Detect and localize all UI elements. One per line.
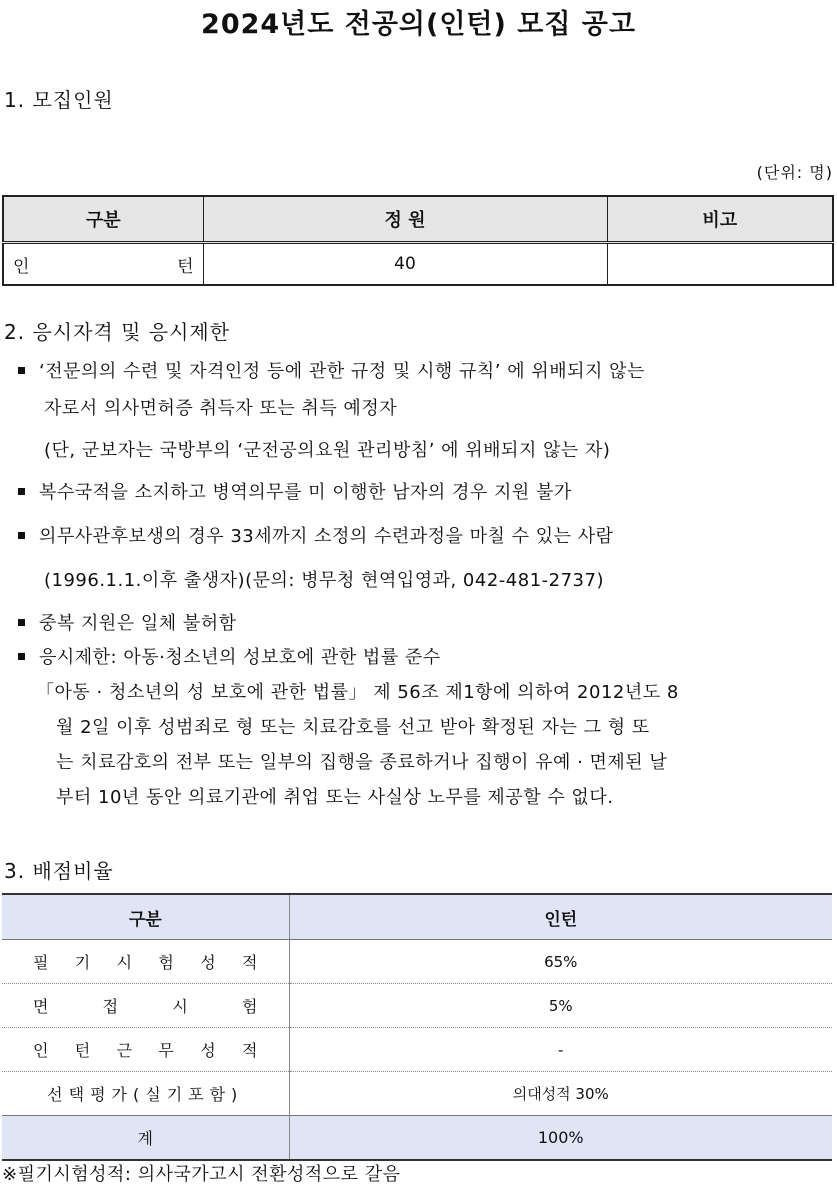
note-cell: [607, 243, 833, 286]
score-label: 선택평가(실기포함): [2, 1072, 289, 1116]
list-item: 복수국적을 소지하고 병역의무를 미 이행한 남자의 경우 지원 불가: [18, 478, 572, 504]
total-row: [2, 1116, 832, 1161]
page-title: 2024년도 전공의(인턴) 모집 공고: [201, 9, 636, 40]
unit-label: (단위: 명): [756, 163, 833, 182]
score-label: 필 기 시 험 성 적: [2, 940, 289, 984]
table-header-row: [2, 894, 832, 940]
list-item-continuation: 자로서 의사면허증 취득자 또는 취득 예정자: [44, 398, 398, 419]
bullet-icon: [18, 367, 25, 374]
list-item-continuation: (1996.1.1.이후 출생자)(문의: 병무청 현역입영과, 042-481-2737): [44, 570, 604, 591]
table-row: [3, 243, 833, 286]
law-text-line: 「아동 · 청소년의 성 보호에 관한 법률」 제 56조 제1항에 의하여 2012년도 8: [36, 682, 679, 703]
list-item: 의무사관후보생의 경우 33세까지 소정의 수련과정을 마칠 수 있는 사람: [18, 522, 614, 548]
score-label: 인 턴 근 무 성 적: [2, 1028, 289, 1072]
recruitment-table: [2, 195, 834, 286]
category-cell: [3, 243, 203, 286]
category-char: 인: [13, 256, 30, 277]
section-heading-scoring: 3. 배점비율: [4, 859, 114, 883]
header-intern: 인턴: [289, 894, 832, 940]
score-value: 5%: [289, 984, 832, 1028]
law-text-line: 는 치료감호의 전부 또는 일부의 집행을 종료하거나 집행이 유예 · 면제된 날: [56, 752, 668, 773]
header-category: 구분: [2, 894, 289, 940]
list-item: ‘전문의의 수련 및 자격인정 등에 관한 규정 및 시행 규칙’ 에 위배되지 않는: [18, 357, 645, 383]
list-item: 중복 지원은 일체 불허함: [18, 609, 237, 635]
section-heading-recruitment: 1. 모집인원: [4, 88, 114, 112]
header-note: 비고: [607, 196, 833, 243]
score-value: 65%: [289, 940, 832, 984]
total-value: 100%: [289, 1116, 832, 1161]
bullet-icon: [18, 532, 25, 539]
table-header-row: [3, 196, 833, 243]
score-value: 의대성적 30%: [289, 1072, 832, 1116]
category-char: 턴: [177, 256, 194, 277]
header-quota: 정 원: [203, 196, 607, 243]
law-text-line: 월 2일 이후 성범죄로 형 또는 치료감호를 선고 받아 확정된 자는 그 형 또: [56, 717, 650, 738]
score-label: 면 접 시 험: [2, 984, 289, 1028]
table-row: [2, 940, 832, 984]
list-item-note: (단, 군보자는 국방부의 ‘군전공의요원 관리방침’ 에 위배되지 않는 자): [44, 440, 611, 461]
scoring-table: [2, 893, 832, 1161]
bullet-icon: [18, 619, 25, 626]
bullet-icon: [18, 488, 25, 495]
header-category: 구분: [3, 196, 203, 243]
total-label: 계: [2, 1116, 289, 1161]
law-text-line: 부터 10년 동안 의료기관에 취업 또는 사실상 노무를 제공할 수 없다.: [56, 787, 614, 808]
table-row: [2, 1028, 832, 1072]
list-item: 응시제한: 아동·청소년의 성보호에 관한 법률 준수: [18, 643, 441, 669]
score-value: -: [289, 1028, 832, 1072]
section-heading-qualification: 2. 응시자격 및 응시제한: [4, 320, 231, 344]
table-row: [2, 1072, 832, 1116]
quota-cell: 40: [203, 243, 607, 286]
bullet-icon: [18, 653, 25, 660]
footnote: ※필기시험성적: 의사국가고시 전환성적으로 갈음: [2, 1164, 401, 1185]
table-row: [2, 984, 832, 1028]
